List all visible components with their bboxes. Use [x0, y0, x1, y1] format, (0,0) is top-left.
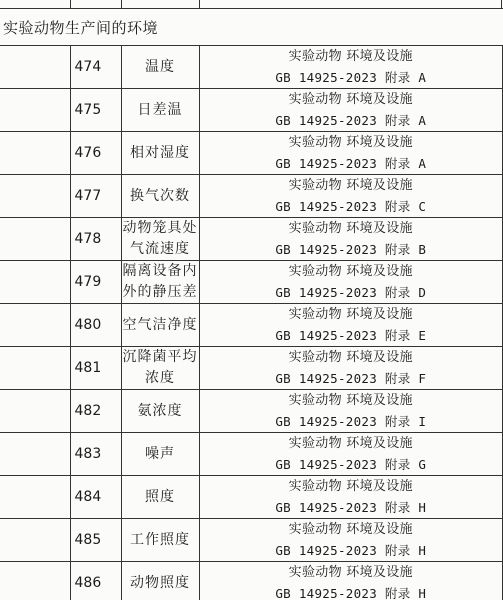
standard-reference [199, 433, 503, 476]
standard-reference [199, 218, 503, 261]
table-row [0, 218, 503, 261]
test-item [121, 476, 199, 519]
test-item [121, 46, 199, 89]
standard-reference [199, 175, 503, 218]
blank-cell [0, 89, 70, 132]
standard-code: GB 14925-2023 附录 H [275, 586, 427, 600]
standard-name: 实验动物 环境及设施 [288, 178, 413, 193]
test-item-line: 氨浓度 [137, 402, 183, 419]
test-item-line: 空气洁净度 [122, 316, 198, 333]
blank-cell [0, 390, 70, 433]
blank-cell [0, 175, 70, 218]
standard-code: GB 14925-2023 附录 D [275, 285, 427, 300]
test-item-line: 相对湿度 [130, 144, 190, 161]
row-number: 484 [70, 476, 121, 519]
test-item-line: 动物笼具处 [122, 220, 198, 236]
standard-name: 实验动物 环境及设施 [288, 565, 413, 580]
standard-name: 实验动物 环境及设施 [288, 92, 413, 107]
blank-cell [0, 218, 70, 261]
row-number: 477 [70, 175, 121, 218]
standard-reference [199, 347, 503, 390]
standard-reference [199, 390, 503, 433]
test-item [121, 89, 199, 132]
table-row [0, 476, 503, 519]
test-item [121, 261, 199, 304]
blank-cell [0, 433, 70, 476]
standard-name: 实验动物 环境及设施 [288, 49, 413, 64]
blank-cell [0, 562, 70, 600]
row-number: 478 [70, 218, 121, 261]
standard-code: GB 14925-2023 附录 E [275, 328, 427, 343]
standard-code: GB 14925-2023 附录 A [275, 113, 427, 128]
standards-table [0, 45, 503, 600]
standard-name: 实验动物 环境及设施 [288, 221, 413, 236]
blank-cell [0, 304, 70, 347]
row-number: 479 [70, 261, 121, 304]
blank-cell [0, 476, 70, 519]
standard-code: GB 14925-2023 附录 H [275, 543, 427, 558]
test-item [121, 562, 199, 600]
row-number: 481 [70, 347, 121, 390]
test-item-line: 隔离设备内 [122, 263, 198, 279]
standard-name: 实验动物 环境及设施 [288, 350, 413, 365]
row-number: 485 [70, 519, 121, 562]
standard-code: GB 14925-2023 附录 C [275, 199, 427, 214]
test-item-line: 浓度 [145, 370, 175, 386]
test-item-line: 温度 [145, 58, 175, 75]
test-item-line: 换气次数 [130, 187, 190, 204]
table-row [0, 261, 503, 304]
standard-name: 实验动物 环境及设施 [288, 393, 413, 408]
table-row [0, 304, 503, 347]
table-row [0, 390, 503, 433]
standard-name: 实验动物 环境及设施 [288, 135, 413, 150]
table-row [0, 132, 503, 175]
test-item-line: 气流速度 [130, 241, 190, 257]
test-item [121, 218, 199, 261]
test-item-line: 工作照度 [130, 531, 190, 548]
standard-name: 实验动物 环境及设施 [288, 307, 413, 322]
test-item [121, 347, 199, 390]
test-item [121, 304, 199, 347]
table-row [0, 347, 503, 390]
test-item-line: 外的静压差 [122, 284, 198, 300]
blank-cell [0, 347, 70, 390]
standard-reference [199, 89, 503, 132]
blank-cell [0, 519, 70, 562]
standard-name: 实验动物 环境及设施 [288, 436, 413, 451]
row-number: 474 [70, 46, 121, 89]
row-number: 486 [70, 562, 121, 600]
standard-code: GB 14925-2023 附录 B [275, 242, 427, 257]
standard-reference [199, 261, 503, 304]
standard-name: 实验动物 环境及设施 [288, 264, 413, 279]
test-item [121, 519, 199, 562]
table-row [0, 519, 503, 562]
test-item-line: 沉降菌平均 [122, 349, 198, 365]
row-number: 482 [70, 390, 121, 433]
standard-name: 实验动物 环境及设施 [288, 522, 413, 537]
test-item-line: 照度 [145, 488, 175, 505]
standard-code: GB 14925-2023 附录 G [275, 457, 427, 472]
row-number: 475 [70, 89, 121, 132]
row-number: 480 [70, 304, 121, 347]
test-item-line: 日差温 [137, 101, 183, 118]
table-row [0, 46, 503, 89]
standard-reference [199, 562, 503, 600]
standard-code: GB 14925-2023 附录 H [275, 500, 427, 515]
standard-name: 实验动物 环境及设施 [288, 479, 413, 494]
standard-code: GB 14925-2023 附录 A [275, 156, 427, 171]
previous-row-fragment [0, 0, 503, 9]
row-number: 483 [70, 433, 121, 476]
table-row [0, 175, 503, 218]
test-item-line: 噪声 [145, 445, 175, 462]
standard-reference [199, 304, 503, 347]
standard-code: GB 14925-2023 附录 A [275, 70, 427, 85]
blank-cell [0, 261, 70, 304]
test-item [121, 433, 199, 476]
test-item [121, 390, 199, 433]
table-row [0, 89, 503, 132]
row-number: 476 [70, 132, 121, 175]
blank-cell [0, 132, 70, 175]
standards-table-body [0, 46, 503, 600]
blank-cell [0, 46, 70, 89]
section-title: 实验动物生产间的环境 [3, 19, 159, 37]
test-item [121, 132, 199, 175]
standard-code: GB 14925-2023 附录 I [275, 414, 427, 429]
standard-reference [199, 132, 503, 175]
standard-reference [199, 519, 503, 562]
table-row [0, 433, 503, 476]
standard-code: GB 14925-2023 附录 F [275, 371, 427, 386]
standard-reference [199, 476, 503, 519]
table-row [0, 562, 503, 600]
standard-reference [199, 46, 503, 89]
test-item-line: 动物照度 [130, 574, 190, 591]
test-item [121, 175, 199, 218]
